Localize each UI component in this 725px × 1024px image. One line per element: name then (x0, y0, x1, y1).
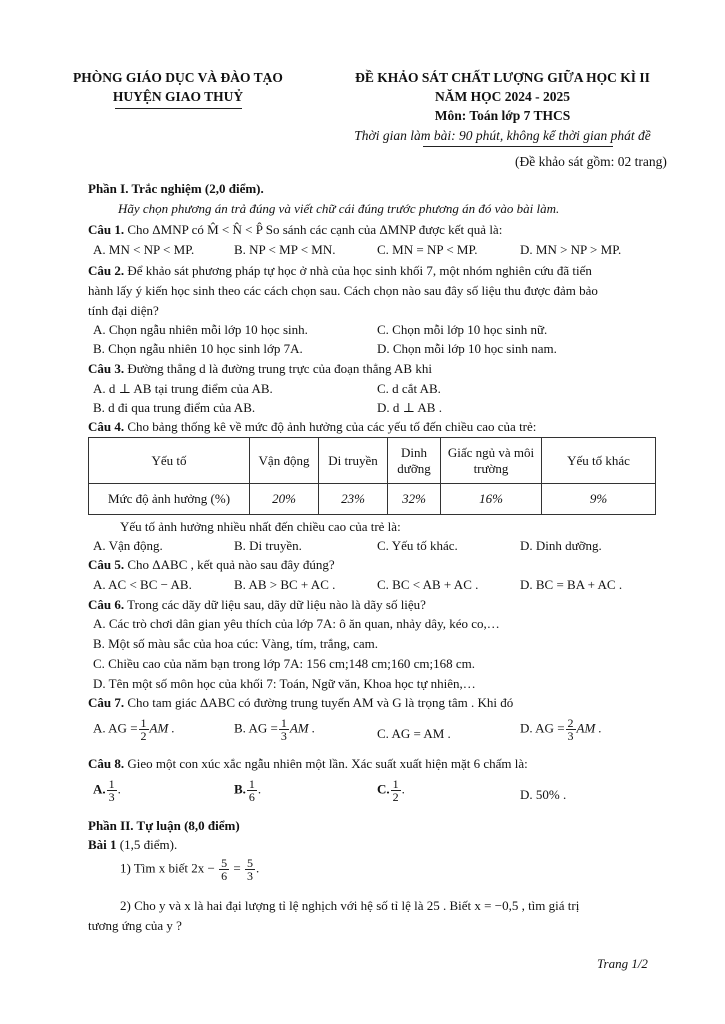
q8-option-c (377, 778, 405, 803)
q8-label: Câu 8. (88, 756, 125, 771)
exam-title: ĐỀ KHẢO SÁT CHẤT LƯỢNG GIỮA HỌC KÌ II (355, 70, 650, 85)
q7-d-post: AM . (576, 720, 602, 736)
q6-option-c: C. Chiều cao của năm bạn trong lớp 7A: 156 cm;148 cm;160 cm;168 cm. (93, 656, 475, 671)
q7-a-pre: A. AG = (93, 720, 138, 736)
q4-text: Cho bảng thống kê về mức độ ảnh hưởng của các yếu tố đến chiều cao của trẻ: (127, 419, 537, 434)
q4-option-a: A. Vận động. (93, 538, 163, 553)
subject: Môn: Toán lớp 7 THCS (434, 108, 571, 123)
table-header-cell: Vận động (250, 438, 319, 484)
table-cell: 23% (319, 484, 388, 515)
q7-b-num: 1 (280, 716, 287, 730)
q8-c-pre: C. (377, 781, 390, 797)
table-cell: 32% (388, 484, 441, 515)
table-header-cell: Yếu tố (89, 438, 250, 484)
bai1-part1 (120, 857, 259, 882)
q8-option-b (234, 778, 261, 803)
q8-a-fraction (107, 778, 117, 803)
q2-stem (88, 263, 592, 279)
q8-text: Gieo một con xúc xắc ngẫu nhiên một lần. Xác suất xuất hiện mặt 6 chấm là: (127, 756, 528, 771)
q8-stem (88, 756, 528, 772)
q6-label: Câu 6. (88, 597, 125, 612)
q8-a-num: 1 (108, 777, 115, 791)
q2-label: Câu 2. (88, 263, 125, 278)
bai1-label: Bài 1 (88, 837, 117, 852)
q8-option-d: D. 50% . (520, 787, 567, 802)
q8-b-den: 6 (248, 790, 255, 804)
bai1-s1-frac2 (245, 857, 255, 882)
q3-option-a: A. d ⊥ AB tại trung điểm của AB. (93, 381, 273, 396)
q5-option-b: B. AB > BC + AC . (234, 577, 336, 592)
q7-label: Câu 7. (88, 695, 125, 710)
q7-option-a (93, 717, 175, 742)
q7-option-c: C. AG = AM . (377, 726, 451, 741)
table-header-cell: Giấc ngủ và môi trường (441, 438, 542, 484)
q3-label: Câu 3. (88, 361, 125, 376)
q3-option-c: C. d cắt AB. (377, 381, 441, 396)
q7-a-den: 2 (140, 729, 147, 743)
part1-title: Phần I. Trắc nghiệm (2,0 điểm). (88, 181, 264, 196)
q2-line1: Để khảo sát phương pháp tự học ở nhà của học sinh khối 7, một nhóm nghiên cứu đã tiến (127, 263, 592, 278)
bai1-s1-pre: 1) Tìm x biết 2x − (120, 860, 215, 876)
q8-c-post: . (401, 781, 405, 797)
q5-option-a: A. AC < BC − AB. (93, 577, 192, 592)
q8-a-post: . (117, 781, 121, 797)
q1-option-a: A. MN < NP < MP. (93, 242, 195, 257)
impact-table (88, 437, 656, 515)
bai1-s1-eq: = (233, 860, 241, 876)
q1-option-c: C. MN = NP < MP. (377, 242, 478, 257)
table-cell: 20% (250, 484, 319, 515)
q7-b-fraction (279, 717, 289, 742)
time-limit: Thời gian làm bài: 90 phút, không kể thời gian phát đề (354, 128, 651, 143)
q2-line3: tính đại diện? (88, 303, 159, 318)
q7-option-d (520, 717, 602, 742)
q7-b-pre: B. AG = (234, 720, 278, 736)
q8-c-den: 2 (392, 790, 399, 804)
q8-c-num: 1 (392, 777, 399, 791)
q7-d-pre: D. AG = (520, 720, 565, 736)
q1-option-b: B. NP < MP < MN. (234, 242, 336, 257)
q1-option-d: D. MN > NP > MP. (520, 242, 622, 257)
q1-label: Câu 1. (88, 222, 125, 237)
q8-a-pre: A. (93, 781, 106, 797)
q2-option-c: C. Chọn mỗi lớp 10 học sinh nữ. (377, 322, 548, 337)
table-row-label: Mức độ ảnh hưởng (%) (89, 484, 250, 515)
q7-d-fraction (566, 717, 576, 742)
q2-option-b: B. Chọn ngẫu nhiên 10 học sinh lớp 7A. (93, 341, 303, 356)
q8-b-pre: B. (234, 781, 246, 797)
q7-d-den: 3 (567, 729, 574, 743)
q7-a-num: 1 (140, 716, 147, 730)
q3-option-b: B. d đi qua trung điểm của AB. (93, 400, 256, 415)
q2-option-a: A. Chọn ngẫu nhiên mỗi lớp 10 học sinh. (93, 322, 308, 337)
bai1-part2-line2: tương ứng của y ? (88, 918, 182, 933)
q7-text: Cho tam giác ΔABC có đường trung tuyến AM và G là trọng tâm . Khi đó (127, 695, 514, 710)
table-row (89, 484, 656, 515)
bai1-s1-frac1 (219, 857, 229, 882)
bai1-heading (88, 837, 177, 853)
bai1-s1-den2: 3 (246, 869, 253, 883)
q1-stem (88, 222, 502, 238)
q6-option-d: D. Tên một số môn học của khối 7: Toán, Ngữ văn, Khoa học tự nhiên,… (93, 676, 476, 691)
q2-option-d: D. Chọn mỗi lớp 10 học sinh nam. (377, 341, 557, 356)
table-header-cell: Dinh dưỡng (388, 438, 441, 484)
q7-b-post: AM . (289, 720, 316, 736)
q7-d-num: 2 (567, 716, 574, 730)
q2-line2: hành lấy ý kiến học sinh theo các cách chọn sau. Cách chọn nào sau đây số liệu thu được đảm bảo (88, 283, 598, 298)
q3-option-d: D. d ⊥ AB . (377, 400, 442, 415)
bai1-part2-line1: 2) Cho y và x là hai đại lượng tỉ lệ nghịch với hệ số tỉ lệ là 25 . Biết x = −0,5 , tìm giá trị (120, 898, 580, 913)
q5-text: Cho ΔABC , kết quả nào sau đây đúng? (127, 557, 335, 572)
q7-option-b (234, 717, 315, 742)
bai1-points: (1,5 điểm). (119, 837, 178, 852)
q5-option-d: D. BC = BA + AC . (520, 577, 623, 592)
q3-text: Đường thẳng d là đường trung trực của đoạn thẳng AB khi (127, 361, 432, 376)
bai1-s1-post: . (255, 860, 260, 876)
q8-a-den: 3 (108, 790, 115, 804)
part2-title: Phần II. Tự luận (8,0 điểm) (88, 818, 240, 833)
q4-question: Yếu tố ảnh hưởng nhiều nhất đến chiều cao của trẻ là: (120, 519, 401, 534)
q4-option-d: D. Dinh dưỡng. (520, 538, 602, 553)
department-name: PHÒNG GIÁO DỤC VÀ ĐÀO TẠO (73, 70, 283, 85)
time-underline (423, 146, 613, 147)
q7-a-fraction (139, 717, 149, 742)
q5-label: Câu 5. (88, 557, 125, 572)
q5-stem (88, 557, 335, 573)
q5-option-c: C. BC < AB + AC . (377, 577, 479, 592)
district-name: HUYỆN GIAO THUỶ (112, 89, 244, 104)
q4-label: Câu 4. (88, 419, 125, 434)
q4-option-c: C. Yếu tố khác. (377, 538, 458, 553)
table-header-cell: Di truyền (319, 438, 388, 484)
q8-b-fraction (247, 778, 257, 803)
bai1-s1-num2: 5 (246, 856, 253, 870)
table-header-cell: Yếu tố khác (542, 438, 656, 484)
table-cell: 9% (542, 484, 656, 515)
part1-instruction: Hãy chọn phương án trả đúng và viết chữ cái đúng trước phương án đó vào bài làm. (118, 201, 560, 216)
q6-text: Trong các dãy dữ liệu sau, dãy dữ liệu nào là dãy số liệu? (127, 597, 426, 612)
q8-b-post: . (257, 781, 262, 797)
q6-stem (88, 597, 426, 613)
q8-b-num: 1 (248, 777, 255, 791)
q3-stem (88, 361, 432, 377)
q4-stem (88, 419, 536, 435)
bai1-s1-num1: 5 (221, 856, 228, 870)
q7-a-post: AM . (149, 720, 175, 736)
q8-option-a (93, 778, 121, 803)
q6-option-a: A. Các trò chơi dân gian yêu thích của lớp 7A: ô ăn quan, nhảy dây, kéo co,… (93, 616, 500, 631)
school-year: NĂM HỌC 2024 - 2025 (435, 89, 570, 104)
header-underline (115, 108, 242, 109)
q4-option-b: B. Di truyền. (234, 538, 302, 553)
page-number: Trang 1/2 (597, 956, 648, 971)
bai1-s1-den1: 6 (221, 869, 228, 883)
q7-stem (88, 695, 513, 711)
table-header-row (89, 438, 656, 484)
q1-text: Cho ΔMNP có M̂ < N̂ < P̂ So sánh các cạnh của ΔMNP được kết quả là: (127, 222, 503, 237)
pages-note: (Đề khảo sát gồm: 02 trang) (515, 154, 667, 169)
q7-b-den: 3 (280, 729, 287, 743)
table-cell: 16% (441, 484, 542, 515)
q8-c-fraction (391, 778, 401, 803)
q6-option-b: B. Một số màu sắc của hoa cúc: Vàng, tím, trắng, cam. (93, 636, 378, 651)
